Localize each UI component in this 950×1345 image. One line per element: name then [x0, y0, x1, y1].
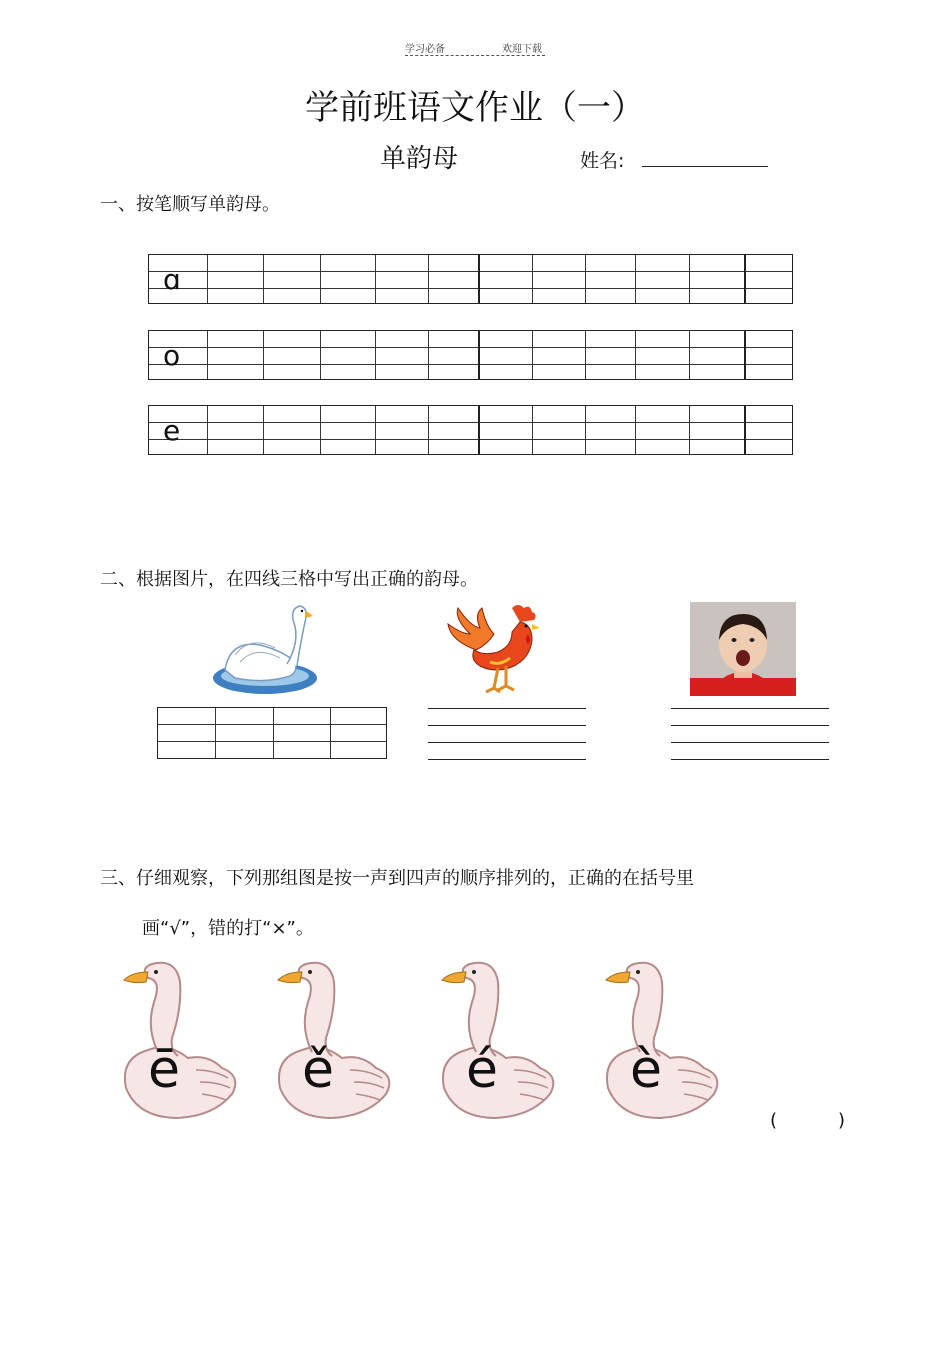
answer-paren-open: ( — [770, 1110, 778, 1131]
grid-letter: ɑ — [163, 263, 181, 296]
name-input-line[interactable] — [642, 166, 768, 167]
tone-letter: ě — [302, 1040, 334, 1100]
pinyin-grid-row[interactable] — [148, 405, 793, 455]
swan-icon — [118, 958, 246, 1126]
header-right-note: 欢迎下载 — [502, 44, 542, 55]
swan-picture — [205, 600, 325, 698]
grid-letter: e — [163, 414, 181, 447]
answer-lines-rooster[interactable] — [428, 708, 586, 760]
swan-icon — [272, 958, 400, 1126]
section3-heading-line1: 三、仔细观察，下列那组图是按一声到四声的顺序排列的，正确的在括号里 — [100, 868, 694, 889]
swan-tone-picture — [600, 958, 728, 1126]
pinyin-grid-row[interactable] — [148, 330, 793, 380]
section2-heading: 二、根据图片，在四线三格中写出正确的韵母。 — [100, 569, 478, 590]
child-open-mouth-photo — [690, 602, 796, 696]
header-divider — [405, 55, 545, 56]
swan-icon — [436, 958, 564, 1126]
answer-paren-close: ) — [838, 1110, 846, 1131]
swan-icon — [600, 958, 728, 1126]
section1-heading: 一、按笔顺写单韵母。 — [100, 194, 280, 215]
page-title: 学前班语文作业（一） — [305, 88, 645, 128]
grid-letter: o — [163, 339, 181, 372]
header-left-note: 学习必备 — [405, 44, 445, 55]
page-subtitle: 单韵母 — [380, 144, 459, 174]
tone-letter: ē — [148, 1040, 180, 1100]
tone-letter: é — [466, 1040, 498, 1100]
swan-tone-picture — [272, 958, 400, 1126]
swan-tone-picture — [118, 958, 246, 1126]
answer-grid-swan[interactable] — [157, 707, 387, 759]
name-label: 姓名: — [580, 150, 625, 172]
tone-letter: è — [630, 1040, 662, 1100]
rooster-picture — [440, 600, 540, 698]
swan-tone-picture — [436, 958, 564, 1126]
answer-lines-child[interactable] — [671, 708, 829, 760]
pinyin-grid-row[interactable] — [148, 254, 793, 304]
section3-heading-line2: 画“√”，错的打“×”。 — [142, 918, 314, 939]
